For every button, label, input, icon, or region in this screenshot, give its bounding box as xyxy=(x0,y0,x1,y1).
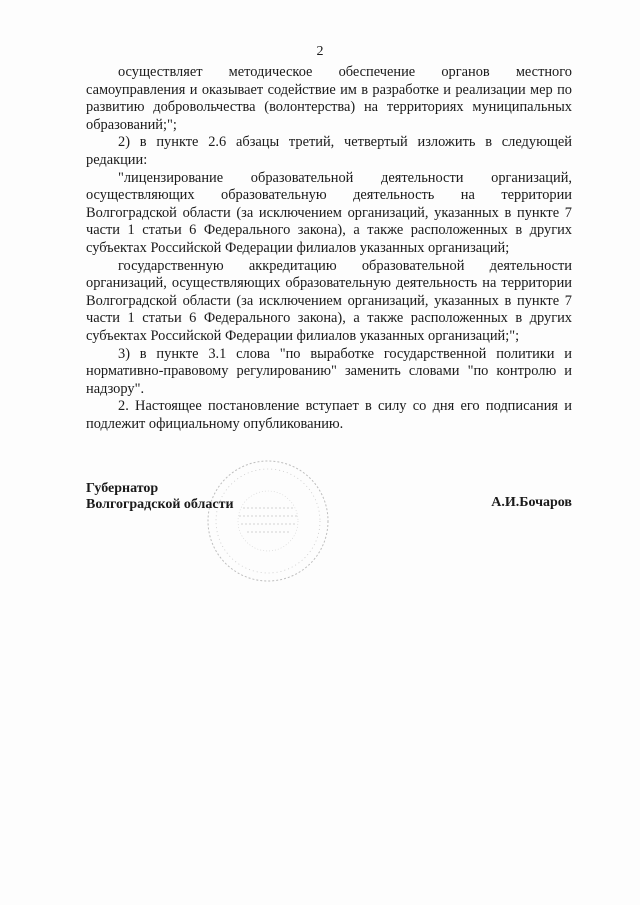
signatory-position xyxy=(86,481,234,513)
paragraph-1: осуществляет методическое обеспечение органов местного самоуправления и оказывает содействие им в разработке и реализации мер по развитию добровольчества (волонтерства) на территориях муниципальных образований;"; xyxy=(86,64,572,133)
signatory-name: А.И.Бочаров xyxy=(491,495,572,510)
paragraph-2: 2) в пункте 2.6 абзацы третий, четвертый изложить в следующей редакции: xyxy=(86,134,572,168)
document-body xyxy=(86,64,572,433)
paragraph-6: 2. Настоящее постановление вступает в силу со дня его подписания и подлежит официальному опубликованию. xyxy=(86,398,572,432)
signatory-position-line-1: Губернатор xyxy=(86,481,159,496)
paragraph-3: "лицензирование образовательной деятельности организаций, осуществляющих образовательную деятельность на территории Волгоградской области (за исключением организаций, указанных в пункте 7 части 1 статьи 6 Федерального закона), а также расположенных в других субъектах Российской Федерации филиалов указанных организаций; xyxy=(86,169,572,256)
paragraph-5: 3) в пункте 3.1 слова "по выработке государственной политики и нормативно-правовому регулированию" заменить словами "по контролю и надзору". xyxy=(86,345,572,397)
signature-block xyxy=(86,481,572,521)
signatory-position-line-2: Волгоградской области xyxy=(86,497,234,512)
page-number: 2 xyxy=(316,44,324,59)
official-stamp xyxy=(203,456,333,586)
paragraph-4: государственную аккредитацию образовательной деятельности организаций, осуществляющих образовательную деятельность на территории Волгоградской области (за исключением организаций, указанных в пункте 7 части 1 статьи 6 Федерального закона), а также расположенных в других субъектах Российской Федерации филиалов указанных организаций;"; xyxy=(86,257,572,344)
